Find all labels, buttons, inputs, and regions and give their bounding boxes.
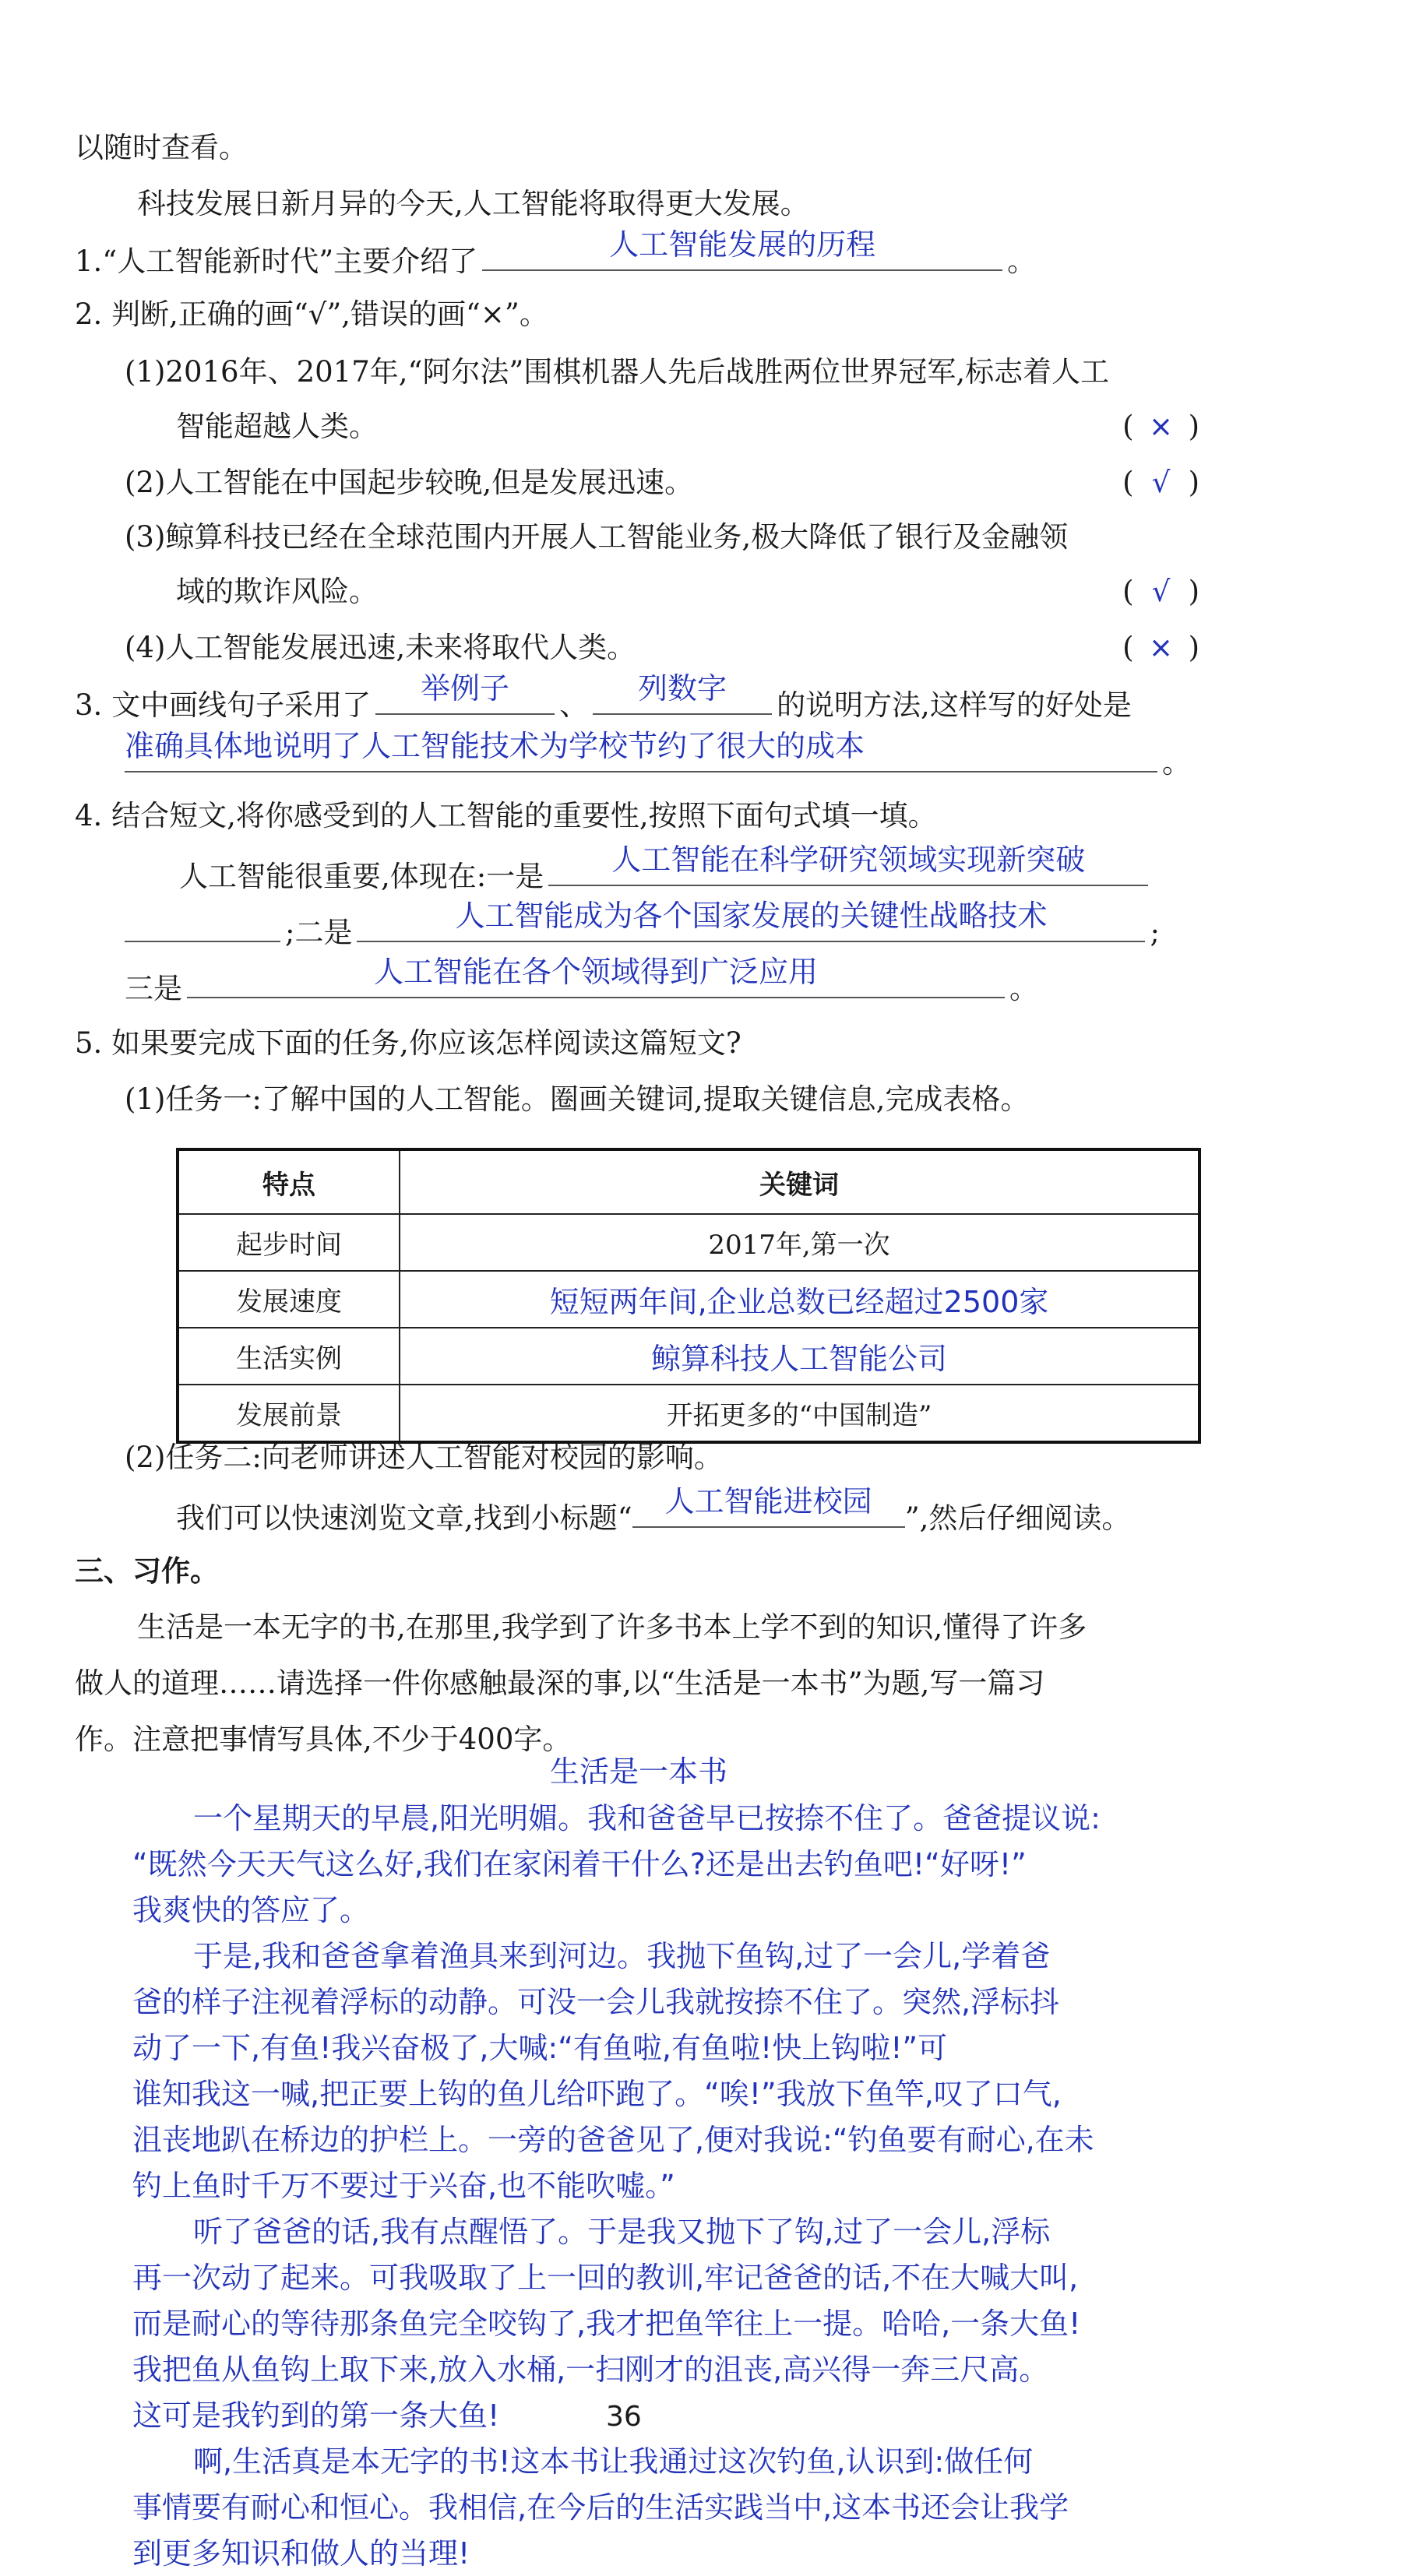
essay-line: 再一次动了起来。可我吸取了上一回的教训,牢记爸爸的话,不在大喊大叫, — [132, 2261, 1079, 2295]
table-cell-answer[interactable]: 鲸算科技人工智能公司 — [400, 1328, 1199, 1385]
paren-close: ) — [1188, 410, 1199, 443]
question-2-item-4-paren[interactable] — [1122, 628, 1199, 668]
table-header-cell: 关键词 — [400, 1149, 1199, 1214]
table-row — [178, 1214, 1199, 1271]
question-4-answer-1: 人工智能在科学研究领域实现新突破 — [611, 843, 1086, 877]
essay-line: 这可是我钓到的第一条大鱼! — [132, 2398, 500, 2433]
question-2-item-1-mark: × — [1149, 410, 1174, 443]
paren-open: ( — [1122, 575, 1134, 608]
question-2-item-2-mark: √ — [1151, 466, 1171, 499]
paren-open: ( — [1122, 410, 1134, 443]
question-4-semicolon: ; — [1150, 916, 1160, 949]
question-5-task-2-suffix: ”,然后仔细阅读。 — [904, 1501, 1131, 1535]
essay-line: 于是,我和爸爸拿着渔具来到河边。我抛下鱼钩,过了一会儿,学着爸 — [193, 1939, 1051, 1973]
question-4-second-label: ;二是 — [285, 916, 353, 949]
question-4-first — [179, 843, 1153, 897]
paren-close: ) — [1188, 575, 1199, 608]
question-4-answer-3-blank[interactable] — [187, 955, 1005, 998]
essay-line: 听了爸爸的话,我有点醒悟了。于是我又抛下了钩,过了一会儿,浮标 — [193, 2215, 1051, 2249]
question-3 — [75, 671, 1132, 726]
question-5-task-2-blank[interactable] — [632, 1484, 905, 1528]
question-4-answer-2-blank[interactable] — [357, 899, 1145, 942]
question-2-item-3-paren[interactable] — [1122, 572, 1199, 612]
table-header-row — [178, 1149, 1199, 1214]
question-1 — [75, 227, 1037, 282]
question-2-item-1-paren[interactable] — [1122, 406, 1199, 447]
question-4-answer-1-blank[interactable] — [548, 843, 1148, 886]
question-2-item-2 — [125, 463, 1199, 503]
question-3-answer-3: 准确具体地说明了人工智能技术为学校节约了很大的成本 — [125, 729, 865, 763]
table-header-cell: 特点 — [178, 1149, 400, 1214]
essay-title: 生活是一本书 — [550, 1754, 728, 1789]
question-3-answer-3-blank[interactable] — [125, 729, 1157, 772]
question-3-answer-2: 列数字 — [638, 671, 727, 706]
intro-line-2: 科技发展日新月异的今天,人工智能将取得更大发展。 — [137, 187, 809, 220]
question-2-item-2-text: (2)人工智能在中国起步较晚,但是发展迅速。 — [125, 466, 694, 499]
question-5-stem: 5. 如果要完成下面的任务,你应该怎样阅读这篇短文? — [75, 1026, 741, 1060]
essay-line: “既然今天天气这么好,我们在家闲着干什么?还是出去钓鱼吧!“好呀!” — [132, 1847, 1027, 1881]
question-2-item-3 — [176, 572, 1199, 612]
question-2-item-3b: 域的欺诈风险。 — [176, 575, 378, 608]
question-3-mid: 的说明方法,这样写的好处是 — [777, 688, 1132, 722]
keyword-table — [176, 1148, 1201, 1444]
paren-close: ) — [1188, 631, 1199, 664]
essay-line: 事情要有耐心和恒心。我相信,在今后的生活实践当中,这本书还会让我学 — [132, 2490, 1069, 2525]
question-3-answer-line — [125, 729, 1191, 783]
question-4-answer-2: 人工智能成为各个国家发展的关键性战略技术 — [455, 899, 1048, 933]
question-2-stem: 2. 判断,正确的画“√”,错误的画“×”。 — [75, 297, 548, 331]
essay-line: 动了一下,有鱼!我兴奋极了,大喊:“有鱼啦,有鱼啦!快上钩啦!”可 — [132, 2031, 948, 2065]
section-3-prompt-2: 做人的道理……请选择一件你感触最深的事,以“生活是一本书”为题,写一篇习 — [75, 1666, 1045, 1700]
question-5-task-1: (1)任务一:了解中国的人工智能。圈画关键词,提取关键信息,完成表格。 — [125, 1082, 1030, 1116]
question-2-item-3-mark: √ — [1151, 575, 1171, 608]
question-2-item-1 — [176, 406, 1199, 447]
essay-line: 爸的样子注视着浮标的动静。可没一会儿我就按捺不住了。突然,浮标抖 — [132, 1985, 1060, 2019]
essay-line: 我爽快的答应了。 — [132, 1893, 370, 1927]
question-2-item-4-mark: × — [1149, 631, 1174, 664]
essay-line: 而是耐心的等待那条鱼完全咬钩了,我才把鱼竿往上一提。哈哈,一条大鱼! — [132, 2307, 1081, 2341]
question-1-suffix: 。 — [1007, 245, 1037, 278]
table-cell-label: 发展前景 — [178, 1385, 400, 1442]
question-1-answer: 人工智能发展的历程 — [609, 227, 876, 262]
section-3-prompt-1: 生活是一本无字的书,在那里,我学到了许多书本上学不到的知识,懂得了许多 — [137, 1610, 1087, 1644]
essay-line: 我把鱼从鱼钩上取下来,放入水桶,一扫刚才的沮丧,高兴得一奔三尺高。 — [132, 2353, 1049, 2387]
question-4-lead: 人工智能很重要,体现在:一是 — [179, 860, 544, 893]
question-2-item-4 — [125, 628, 1199, 668]
question-4-answer-3: 人工智能在各个领域得到广泛应用 — [373, 955, 818, 989]
question-5-task-2-prefix: 我们可以快速浏览文章,找到小标题“ — [176, 1501, 632, 1535]
question-1-answer-blank[interactable] — [482, 227, 1002, 271]
table-row — [178, 1385, 1199, 1442]
paren-open: ( — [1122, 631, 1134, 664]
question-2-item-4-text: (4)人工智能发展迅速,未来将取代人类。 — [125, 631, 636, 664]
question-3-suffix: 。 — [1162, 746, 1191, 779]
question-4-stem: 4. 结合短文,将你感受到的人工智能的重要性,按照下面句式填一填。 — [75, 799, 937, 832]
paren-open: ( — [1122, 466, 1134, 499]
essay-line: 到更多知识和做人的当理! — [132, 2536, 470, 2571]
table-cell-label: 起步时间 — [178, 1214, 400, 1271]
paren-close: ) — [1188, 466, 1199, 499]
table-cell-value: 2017年,第一次 — [400, 1214, 1199, 1271]
question-3-answer-1-blank[interactable] — [375, 671, 555, 715]
question-3-prefix: 3. 文中画线句子采用了 — [75, 688, 372, 722]
table-cell-answer[interactable]: 短短两年间,企业总数已经超过2500家 — [400, 1271, 1199, 1328]
essay-line: 一个星期天的早晨,阳光明媚。我和爸爸早已按捺不住了。爸爸提议说: — [193, 1801, 1101, 1835]
table-row — [178, 1328, 1199, 1385]
question-4-third-label: 三是 — [125, 972, 182, 1005]
question-3-answer-1: 举例子 — [421, 671, 510, 706]
question-5-task-2-answer — [176, 1484, 1131, 1539]
essay-line: 谁知我这一喊,把正要上钩的鱼儿给吓跑了。“唉!”我放下鱼竿,叹了口气, — [132, 2077, 1062, 2111]
question-1-prefix: 1.“人工智能新时代”主要介绍了 — [75, 245, 478, 278]
question-4-second — [125, 899, 1160, 953]
question-3-sep: 、 — [559, 688, 589, 722]
section-3-prompt-3: 作。注意把事情写具体,不少于400字。 — [75, 1723, 572, 1756]
essay-line: 钓上鱼时千万不要过于兴奋,也不能吹嘘。” — [132, 2169, 675, 2203]
essay-line: 啊,生活真是本无字的书!这本书让我通过这次钓鱼,认识到:做任何 — [193, 2444, 1034, 2479]
table-cell-label: 生活实例 — [178, 1328, 400, 1385]
section-3-heading: 三、习作。 — [75, 1554, 219, 1588]
table-row — [178, 1271, 1199, 1328]
question-4-continuation-blank[interactable] — [125, 910, 280, 942]
question-2-item-1b: 智能超越人类。 — [176, 410, 378, 443]
page-number: 36 — [606, 2401, 642, 2433]
intro-line-1: 以随时查看。 — [75, 131, 248, 164]
question-2-item-3a: (3)鲸算科技已经在全球范围内开展人工智能业务,极大降低了银行及金融领 — [125, 520, 1069, 554]
table-cell-value: 开拓更多的“中国制造” — [400, 1385, 1199, 1442]
question-3-answer-2-blank[interactable] — [593, 671, 772, 715]
question-5-task-2: (2)任务二:向老师讲述人工智能对校园的影响。 — [125, 1441, 723, 1474]
question-2-item-2-paren[interactable] — [1122, 463, 1199, 503]
question-4-suffix: 。 — [1009, 972, 1038, 1005]
table-cell-label: 发展速度 — [178, 1271, 400, 1328]
question-2-item-1a: (1)2016年、2017年,“阿尔法”围棋机器人先后战胜两位世界冠军,标志着人工 — [125, 355, 1110, 389]
question-5-task-2-answer-text: 人工智能进校园 — [664, 1484, 872, 1519]
question-4-third — [125, 955, 1038, 1009]
essay-line: 沮丧地趴在桥边的护栏上。一旁的爸爸见了,便对我说:“钓鱼要有耐心,在未 — [132, 2123, 1094, 2157]
